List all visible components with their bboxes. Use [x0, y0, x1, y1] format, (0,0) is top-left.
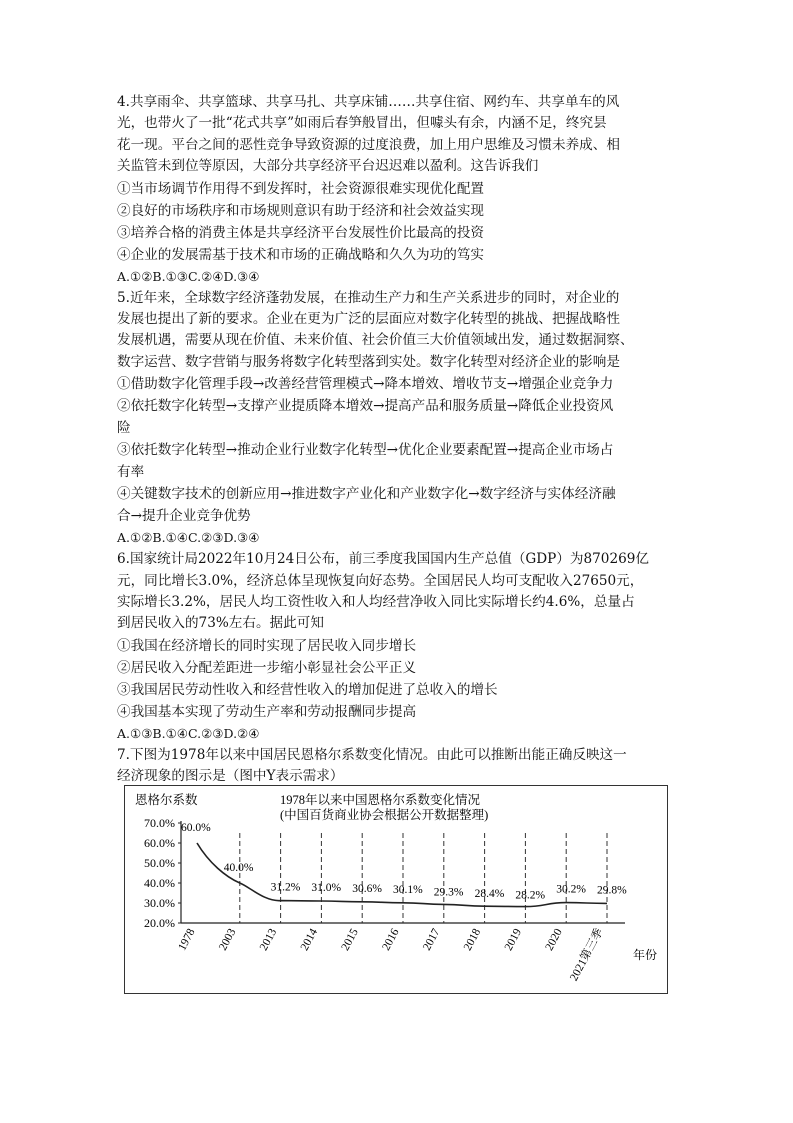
- q5-option-cont: 有率: [117, 464, 145, 481]
- question-5: [117, 288, 677, 550]
- data-label: 29.8%: [597, 884, 627, 897]
- q4-stem-line: 4.共享雨伞、共享篮球、共享马扎、共享床铺……共享住宿、网约车、共享单车的风: [117, 94, 620, 110]
- y-tick-label: 60.0%: [144, 836, 175, 850]
- y-tick-label: 40.0%: [144, 876, 175, 890]
- x-tick-label: 2019: [502, 926, 525, 953]
- q5-option: ②依托数字化转型→支撑产业提质降本增效→提高产品和服务质量→降低企业投资风: [117, 398, 614, 415]
- question-4: [117, 92, 677, 288]
- q5-answer-choices: A.①②B.①④C.②③D.③④: [117, 530, 260, 546]
- q5-stem-line: 5.近年来，全球数字经济蓬勃发展，在推动生产力和生产关系进步的同时，对企业的: [117, 289, 620, 306]
- y-tick-label: 50.0%: [144, 856, 175, 870]
- data-label: 30.2%: [556, 883, 586, 896]
- q6-option: ②居民收入分配差距进一步缩小彰显社会公平正义: [117, 659, 417, 676]
- q4-stem-line: 光，也带火了一批“花式共享”如雨后春笋般冒出，但噱头有余，内涵不足，终究昙: [117, 115, 607, 132]
- q6-option: ③我国居民劳动性收入和经营性收入的增加促进了总收入的增长: [117, 681, 498, 698]
- data-label: 28.2%: [515, 889, 546, 902]
- q7-stem-line: 7.下图为1978年以来中国居民恩格尔系数变化情况。由此可以推断出能正确反映这一: [117, 746, 627, 763]
- q5-option-cont: 险: [117, 420, 131, 437]
- x-tick-label: 2021第三季: [568, 926, 606, 984]
- q4-option: ①当市场调节作用得不到发挥时，社会资源很难实现优化配置: [117, 180, 485, 197]
- q5-stem-line: 发展也提出了新的要求。企业在更为广泛的层面应对数字化转型的挑战、把握战略性: [117, 311, 620, 328]
- x-tick-label: 2014: [298, 926, 321, 953]
- data-label: 60.0%: [181, 822, 211, 834]
- y-tick-label: 20.0%: [144, 916, 175, 930]
- chart-svg: [125, 786, 669, 995]
- data-label: 29.3%: [433, 886, 464, 899]
- data-label: 30.1%: [393, 883, 423, 896]
- q5-option: ④关键数字技术的创新应用→推进数字产业化和产业数字化→数字经济与实体经济融: [117, 486, 616, 503]
- x-tick-label: 2017: [421, 926, 443, 953]
- data-label: 30.6%: [352, 882, 382, 895]
- x-tick-label: 2016: [380, 926, 402, 953]
- q4-option: ④企业的发展需基于技术和市场的正确战略和久久为功的笃实: [117, 246, 485, 263]
- data-label: 28.4%: [474, 888, 505, 901]
- question-7: [117, 745, 677, 788]
- x-tick-label: 2013: [257, 926, 280, 953]
- y-axis-label: 恩格尔系数: [135, 793, 198, 807]
- data-label: 31.2%: [270, 881, 301, 894]
- x-tick-label: 2003: [217, 926, 239, 953]
- q4-option: ③培养合格的消费主体是共享经济平台发展性价比最高的投资: [117, 224, 485, 241]
- chart-title: 1978年以来中国恩格尔系数变化情况: [280, 793, 481, 807]
- x-tick-label: 2015: [339, 926, 361, 953]
- x-axis-label: 年份: [633, 948, 658, 962]
- y-tick-label: 70.0%: [144, 816, 175, 830]
- q6-stem-line: 到居民收入的73%左右。据此可知: [117, 615, 324, 632]
- series-line: [197, 843, 607, 907]
- engel-coefficient-chart: [124, 785, 668, 994]
- q5-stem-line: 发展机遇，需要从现在价值、未来价值、社会价值三大价值领域出发，通过数据洞察、: [117, 332, 634, 349]
- data-label: 31.0%: [311, 882, 342, 894]
- q4-stem-line: 花一现。平台之间的恶性竞争导致资源的过度浪费，加上用户思维及习惯未养成、相: [117, 136, 620, 153]
- q6-stem-line: 实际增长3.2%，居民人均工资性收入和人均经营净收入同比实际增长约4.6%，总量占: [117, 594, 635, 611]
- q5-option: ①借助数字化管理手段→改善经营管理模式→降本增效、增收节支→增强企业竞争力: [117, 376, 614, 393]
- document-page: [117, 92, 677, 788]
- chart-subtitle: (中国百货商业协会根据公开数据整理): [280, 808, 489, 822]
- question-6: [117, 549, 677, 745]
- data-label: 40.0%: [223, 862, 254, 874]
- q6-stem-line: 元，同比增长3.0%，经济总体呈现恢复向好态势。全国居民人均可支配收入27650元，: [117, 572, 644, 589]
- q4-option: ②良好的市场秩序和市场规则意识有助于经济和社会效益实现: [117, 202, 485, 219]
- q7-stem-line: 经济现象的图示是（图中Y表示需求）: [117, 768, 344, 785]
- x-tick-label: 2020: [543, 926, 565, 953]
- q6-option: ④我国基本实现了劳动生产率和劳动报酬同步提高: [117, 703, 417, 720]
- q6-stem-line: 6.国家统计局2022年10月24日公布，前三季度我国国内生产总值（GDP）为870269亿: [117, 551, 649, 568]
- q6-option: ①我国在经济增长的同时实现了居民收入同步增长: [117, 637, 417, 654]
- x-tick-label: 2018: [461, 926, 484, 953]
- q4-answer-choices: A.①②B.①③C.②④D.③④: [117, 268, 260, 284]
- x-tick-label: 1978: [176, 926, 198, 953]
- y-tick-label: 30.0%: [144, 896, 175, 910]
- q5-option: ③依托数字化转型→推动企业行业数字化转型→优化企业要素配置→提高企业市场占: [117, 442, 614, 459]
- q6-answer-choices: A.①③B.①④C.②③D.②④: [117, 725, 260, 741]
- q4-stem-line: 关监管未到位等原因，大部分共享经济平台迟迟难以盈利。这告诉我们: [117, 158, 539, 175]
- q5-option-cont: 合→提升企业竞争优势: [117, 508, 251, 525]
- q5-stem-line: 数字运营、数字营销与服务将数字化转型落到实处。数字化转型对经济企业的影响是: [117, 353, 620, 370]
